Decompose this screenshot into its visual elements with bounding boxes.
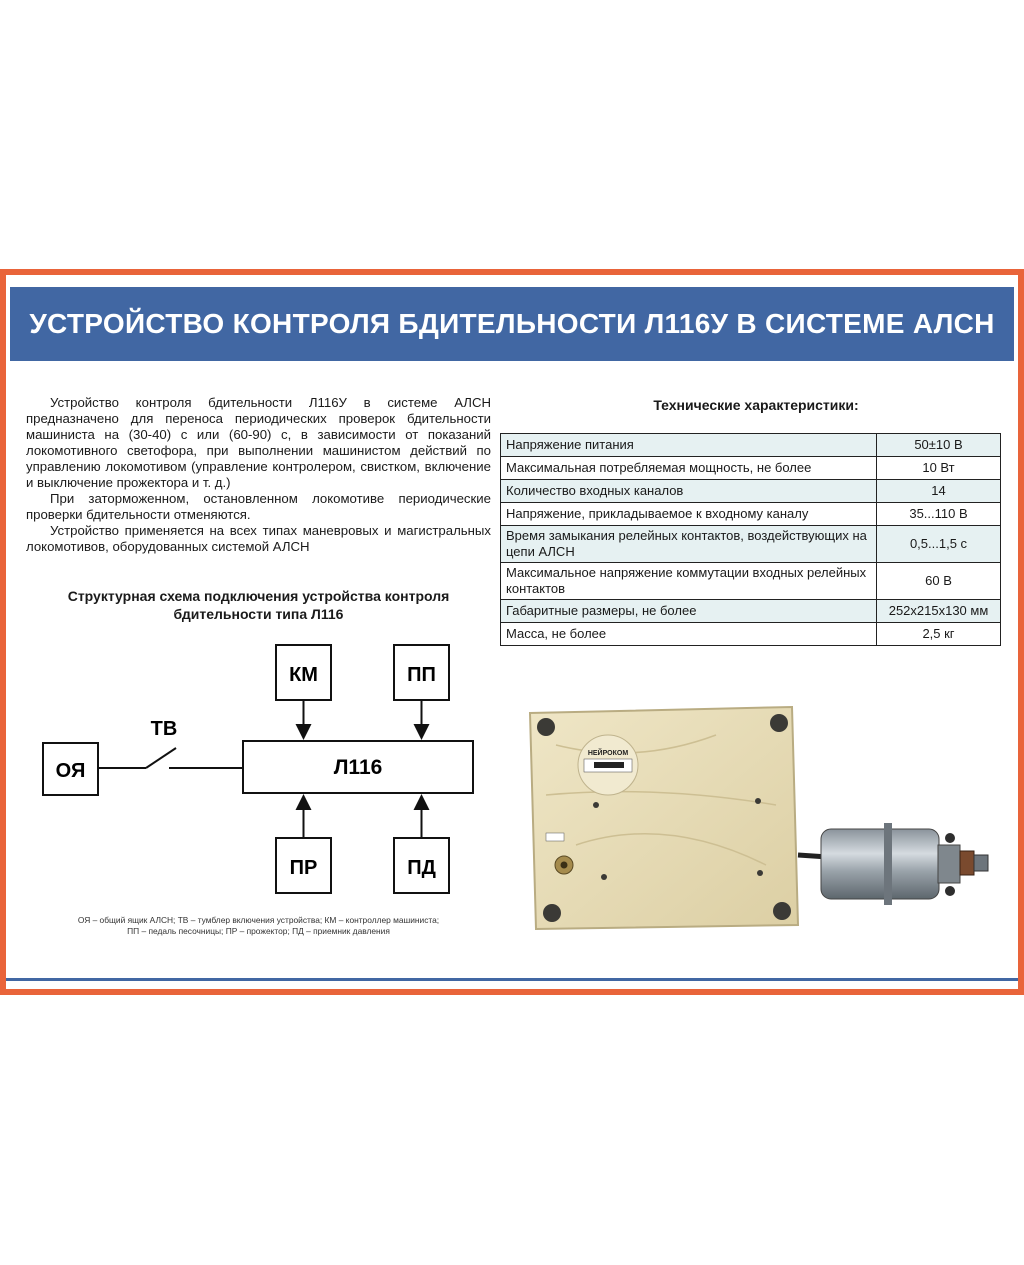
poster-content: [6, 275, 1018, 989]
display-window: [594, 762, 624, 768]
pp-label: ПП: [407, 664, 436, 686]
spec-value: 10 Вт: [877, 457, 1001, 480]
table-row: [501, 503, 1001, 526]
page-title: УСТРОЙСТВО КОНТРОЛЯ БДИТЕЛЬНОСТИ Л116У В СИСТЕМЕ АЛСН: [29, 308, 995, 339]
intro-paragraph: Устройство применяется на всех типах маневровых и магистральных локомотивов, оборудованных системой АЛСН: [26, 523, 491, 554]
bolt-icon: [945, 833, 955, 843]
sensor-neck: [938, 845, 960, 883]
spec-param: Масса, не более: [501, 623, 877, 646]
legend-line: ОЯ – общий ящик АЛСН; ТВ – тумблер включения устройства; КМ – контроллер машиниста;: [77, 915, 440, 925]
copper-fitting: [960, 851, 974, 875]
connection-diagram: [26, 635, 491, 905]
specs-table: [500, 433, 1001, 646]
pressure-sensor: [821, 829, 939, 899]
spec-param: Габаритные размеры, не более: [501, 600, 877, 623]
intro-text: [26, 395, 491, 555]
oya-label: ОЯ: [55, 760, 86, 782]
sensor-flange: [884, 823, 892, 905]
toggle-lever: [561, 862, 568, 869]
spec-value: 35...110 В: [877, 503, 1001, 526]
spec-param: Максимальное напряжение коммутации входных релейных контактов: [501, 563, 877, 600]
l116-label: Л116: [333, 756, 383, 779]
table-row: [501, 563, 1001, 600]
intro-paragraph: При заторможенном, остановленном локомотиве периодические проверки бдительности отменяются.: [26, 491, 491, 522]
spec-param: Максимальная потребляемая мощность, не более: [501, 457, 877, 480]
pr-label: ПР: [289, 857, 318, 879]
legend-line: ПП – педаль песочницы; ПР – прожектор; ПД – приемник давления: [127, 926, 390, 936]
spec-value: 60 В: [877, 563, 1001, 600]
table-row: [501, 457, 1001, 480]
nameplate-text: НЕЙРОКОМ: [587, 750, 629, 757]
table-row: [501, 526, 1001, 563]
title-bar: [10, 287, 1014, 361]
spec-value: 2,5 кг: [877, 623, 1001, 646]
spec-value: 0,5...1,5 с: [877, 526, 1001, 563]
screw-icon: [773, 902, 791, 920]
scheme-title: Структурная схема подключения устройства контроля бдительности типа Л116: [67, 588, 450, 622]
spec-param: Напряжение питания: [501, 434, 877, 457]
diagram-legend: [26, 915, 491, 937]
pd-label: ПД: [407, 857, 436, 879]
spec-param: Время замыкания релейных контактов, воздействующих на цепи АЛСН: [501, 526, 877, 563]
bottom-stripe: [6, 978, 1018, 981]
screw-icon: [755, 798, 761, 804]
screw-icon: [770, 714, 788, 732]
poster-frame: [0, 269, 1024, 995]
device-housing: [530, 707, 798, 929]
spec-value: 252x215x130 мм: [877, 600, 1001, 623]
screw-icon: [543, 904, 561, 922]
specs-title: Технические характеристики:: [653, 397, 859, 413]
table-row: [501, 434, 1001, 457]
table-row: [501, 623, 1001, 646]
table-row: [501, 480, 1001, 503]
spec-value: 14: [877, 480, 1001, 503]
screw-icon: [537, 718, 555, 736]
spec-param: Количество входных каналов: [501, 480, 877, 503]
bolt-icon: [945, 886, 955, 896]
screw-icon: [593, 802, 599, 808]
device-photo: [516, 705, 1006, 935]
tv-switch: [146, 748, 176, 768]
km-label: КМ: [289, 664, 318, 686]
spec-param: Напряжение, прикладываемое к входному каналу: [501, 503, 877, 526]
threaded-port: [974, 855, 988, 871]
tv-label: ТВ: [150, 718, 178, 740]
screw-icon: [757, 870, 763, 876]
table-row: [501, 600, 1001, 623]
label-sticker: [546, 833, 564, 841]
screw-icon: [601, 874, 607, 880]
intro-paragraph: Устройство контроля бдительности Л116У в системе АЛСН предназначено для переноса периодических проверок бдительности машиниста на (30-40) с или (60-90) с, в зависимости от показаний локомотивного светофора, при выполнении машинистом действий по управлению локомотивом (управление контролером, свистком, включение и выключение прожектора и т. д.): [26, 395, 491, 490]
spec-value: 50±10 В: [877, 434, 1001, 457]
